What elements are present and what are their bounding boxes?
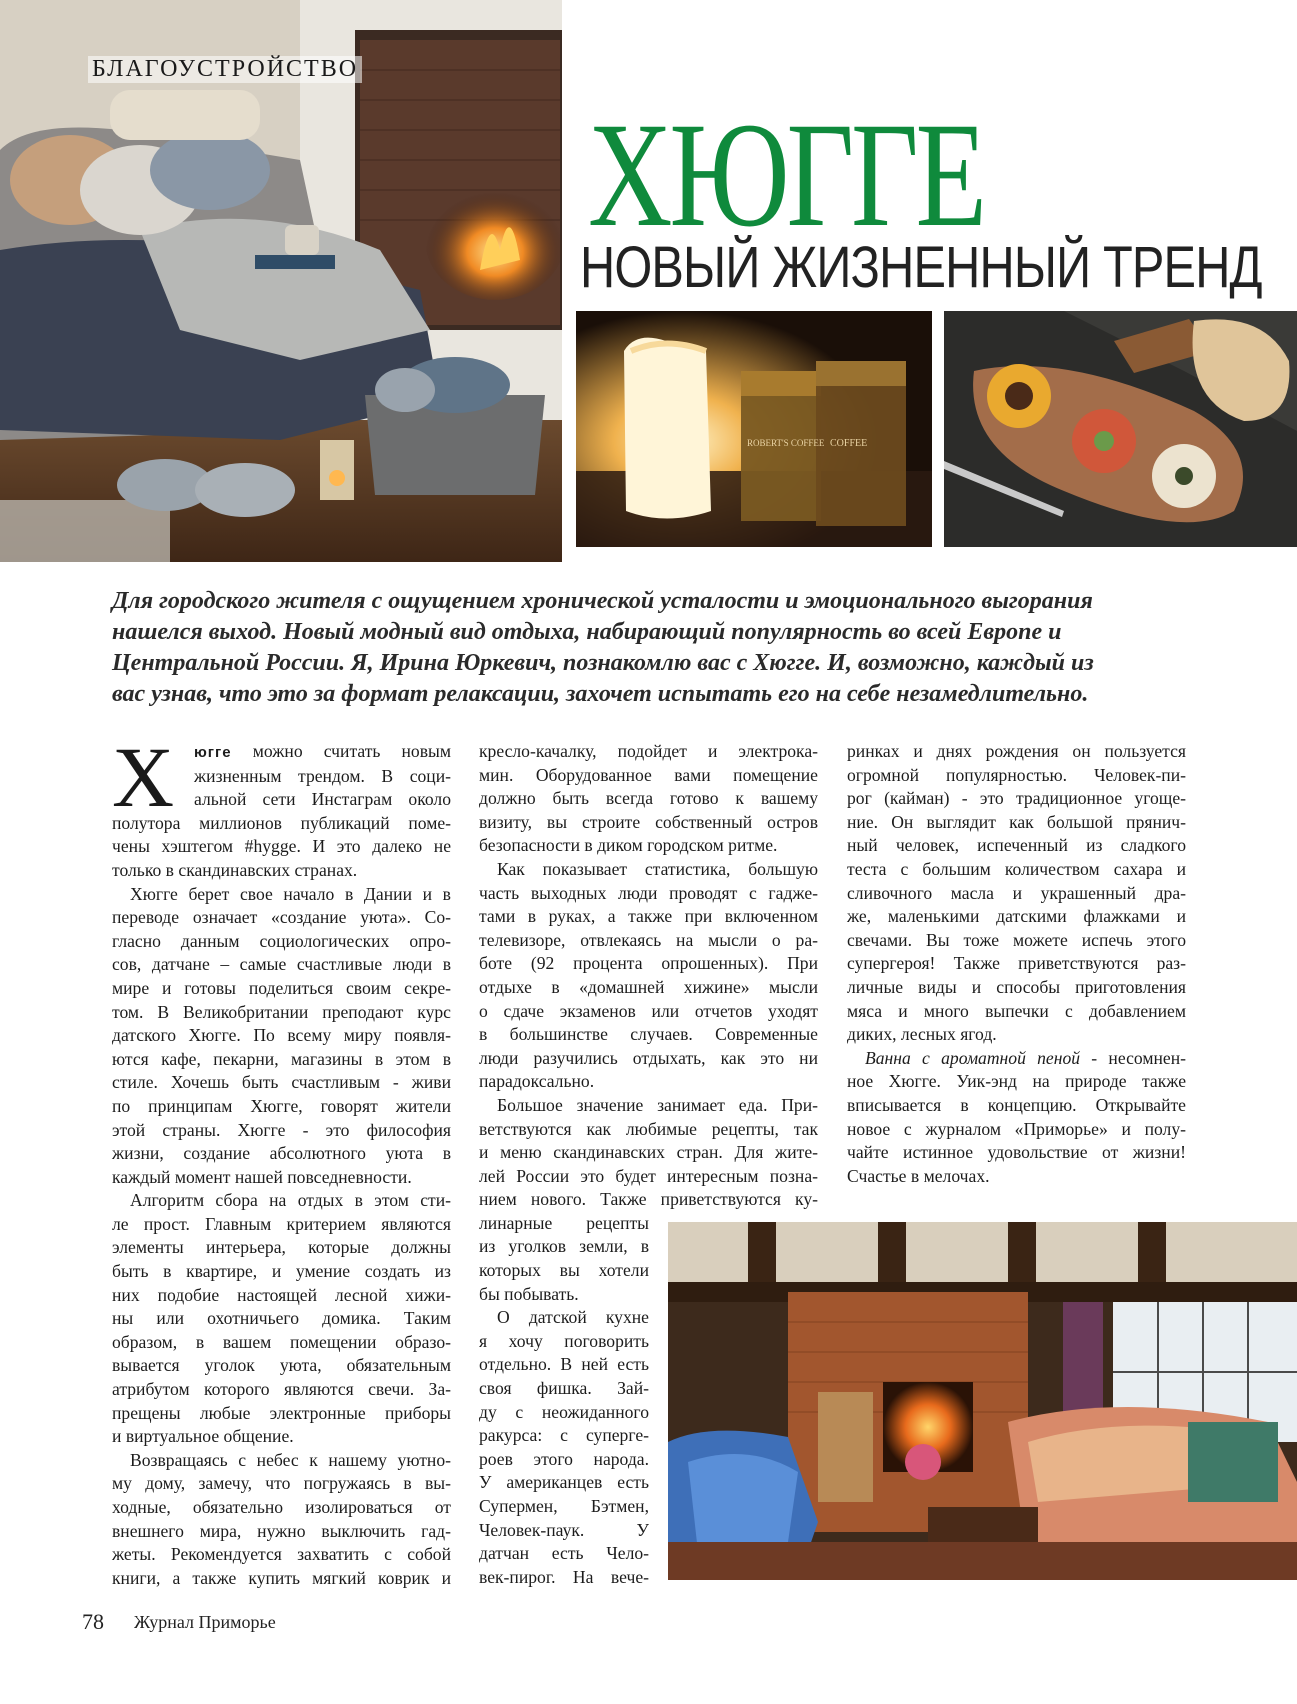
text-line: тами в руках, а также при включенном (479, 906, 818, 927)
text-line: кресло-качалку, подойдет и электрока- (479, 741, 818, 761)
text-line: чайте истинное удовольствие от жизни! (847, 1142, 1186, 1163)
text-line: ние. Он выглядит как большой прянич- (847, 811, 1186, 832)
text-line: мире и готовы поделиться своим секре- (112, 977, 451, 998)
text-line: отдельно. В ней есть (479, 1354, 649, 1375)
text-line: в большинстве случаев. Современные (479, 1024, 818, 1045)
photo-cozy-living-room (668, 1222, 1297, 1580)
lead-line: нашелся выход. Новый модный вид отдыха, набирающий популярность во всей Европе и (112, 619, 1062, 645)
text-line: и виртуальное общение. (112, 1426, 294, 1447)
text-line: и меню скандинавских стран. Для жите- (479, 1142, 818, 1163)
text-line: Хюгге берет свое начало в Дании и в (130, 883, 451, 904)
text-line: жизни, создание абсолютного уюта в (112, 1143, 451, 1164)
text-line: диких, лесных ягод. (847, 1024, 997, 1045)
text-line: внешнего мира, нужно выключить гад- (112, 1520, 451, 1541)
text-line: теста с большим количеством сахара и (847, 858, 1186, 879)
photo-candles (576, 311, 932, 547)
text-line: ринках и днях рождения он пользуется (847, 741, 1186, 761)
text-line: альной сети Инстаграм около (194, 789, 451, 810)
text-line: югге можно считать новым (194, 741, 451, 761)
text-line: ются кафе, пекарни, магазины в этом в (112, 1048, 451, 1069)
text-line: Человек-паук. У (479, 1519, 649, 1540)
candle-label-2: COFFEE (830, 438, 868, 449)
text-line: Алгоритм сбора на отдых в этом сти- (130, 1190, 451, 1211)
text-line: гласно данным социологических опро- (112, 930, 451, 951)
text-line: вписывается в концепцию. Открывайте (847, 1094, 1186, 1115)
text-line: парадоксально. (479, 1071, 595, 1092)
text-line: каждый момент нашей повседневности. (112, 1166, 412, 1187)
drop-cap: Х (112, 729, 175, 825)
text-line: полутора миллионов публикаций поме- (112, 812, 451, 833)
text-line: Счастье в мелочах. (847, 1165, 990, 1186)
text-line: жеты. Рекомендуется захватить с собой (112, 1544, 451, 1565)
text-line: часть выходных люди проводят с гадже- (479, 882, 818, 903)
text-line: том. В Великобритании преподают курс (112, 1001, 451, 1022)
text-line: ное Хюгге. Уик-энд на природе также (847, 1071, 1186, 1092)
text-line: я хочу поговорить (479, 1330, 649, 1351)
text-line: му дому, замечу, что погружаясь в вы- (112, 1473, 451, 1494)
text-line: личные виды и способы приготовления (847, 976, 1186, 997)
text-line: датчан есть Чело- (479, 1543, 649, 1564)
photo-food-board (944, 311, 1297, 547)
magazine-name: Журнал Приморье (134, 1612, 276, 1632)
text-line: бы побывать. (479, 1283, 579, 1304)
page-subtitle: НОВЫЙ ЖИЗНЕННЫЙ ТРЕНД (580, 235, 1262, 300)
text-line: век-пирог. На вече- (479, 1566, 649, 1587)
text-line: переводе означает «создание уюта». Со- (112, 907, 451, 928)
text-line: сливочного масла и украшенный дра- (847, 882, 1186, 903)
text-line: ный человек, испеченный из сладкого (847, 835, 1186, 856)
text-line: прещены любые электронные приборы (112, 1402, 451, 1423)
text-line: своя фишка. Зай- (479, 1378, 649, 1399)
text-line: свечами. Вы тоже можете испечь этого (847, 929, 1186, 950)
lead-word: югге (194, 744, 232, 761)
text-line: лей России это будет интересным позна- (479, 1165, 818, 1186)
text-line: по принципам Хюгге, говорят жители (112, 1095, 451, 1116)
text-line: этой страны. Хюгге - это философия (112, 1119, 451, 1140)
text-line: боте (92 процента опрошенных). При (479, 953, 818, 974)
page-title: ХЮГГЕ (588, 92, 984, 258)
lead-line: вас узнав, что это за формат релаксации, захочет испытать его на себе незамедлительно. (112, 681, 1089, 707)
text-line: У американцев есть (479, 1472, 649, 1493)
article-column-1 (112, 729, 451, 1590)
text-line: Как показывает статистика, большую (497, 858, 818, 879)
photo-cozy-fireplace-corner (0, 0, 562, 562)
text-line: новое с журналом «Приморье» и полу- (847, 1118, 1186, 1139)
lead-line: Центральной России. Я, Ирина Юркевич, познакомлю вас с Хюгге. И, возможно, каждый из (112, 650, 1094, 676)
italic-phrase: Ванна с ароматной пеной (865, 1047, 1081, 1068)
text-line: ходные, обязательно изолироваться от (112, 1497, 451, 1517)
text-line: ветствуются как любимые рецепты, так (479, 1118, 818, 1139)
candle-label-1: ROBERT'S COFFEE (747, 438, 825, 448)
text-line: вывается уголок уюта, обязательным (112, 1355, 451, 1376)
text-line: ны или охотничьего домика. Таким (112, 1308, 451, 1329)
text-line: нием нового. Также приветствуются ку- (479, 1189, 818, 1210)
text-line: мин. Оборудованное вами помещение (479, 764, 818, 785)
text-line: супергероя! Также приветствуются раз- (847, 953, 1186, 974)
article-column-3 (847, 740, 1186, 1188)
lead-paragraph (112, 586, 1202, 710)
text-line: рог (кайман) - это традиционное угоще- (847, 788, 1186, 809)
text-line: только в скандинавских странах. (112, 859, 358, 880)
text-line: должно быть всегда готово к вашему (479, 788, 818, 809)
text-line: Возвращаясь с небес к нашему уютно- (130, 1449, 451, 1470)
text-line: О датской кухне (497, 1307, 649, 1328)
text-line: о сдаче экзаменов или отчетов уходят (479, 1000, 818, 1021)
text-line: Большое значение занимает еда. При- (497, 1094, 818, 1115)
text-line: люди разучились отдыхать, как это ни (479, 1047, 818, 1068)
text-line: них подобие настоящей лесной хижи- (112, 1284, 451, 1305)
text-line: стиле. Хочешь быть счастливым - живи (112, 1072, 451, 1093)
text-line: атрибутом которого являются свечи. За- (112, 1379, 451, 1400)
text-line: образом, в вашем помещении образо- (112, 1331, 451, 1352)
text-line: быть в квартире, и умение создать из (112, 1261, 451, 1282)
text-line: отдыхе в «домашней хижине» мысли (479, 976, 818, 997)
text-line: мяса и много выпечки с добавлением (847, 1000, 1186, 1021)
text-line: которых вы хотели (479, 1260, 649, 1281)
text-line: из уголков земли, в (479, 1236, 649, 1257)
page-number: 78 (82, 1609, 104, 1634)
text-line: элементы интерьера, которые должны (112, 1237, 451, 1258)
text-line: линарные рецепты (479, 1212, 649, 1233)
text-line: визиту, вы строите собственный остров (479, 811, 818, 832)
text-line: ле прост. Главным критерием являются (112, 1213, 451, 1234)
text-line: роев этого народа. (479, 1448, 649, 1469)
text-line: чены хэштегом #hygge. И это далеко не (112, 836, 451, 857)
text-line: книги, а также купить мягкий коврик и (112, 1567, 451, 1588)
text-line: телевизоре, отвлекаясь на мысли о ра- (479, 929, 818, 950)
text-line: ракурса: с суперге- (479, 1425, 649, 1446)
text-line: датского Хюгге. По всему миру появля- (112, 1025, 451, 1046)
text-line: ду с неожиданного (479, 1401, 649, 1422)
text-line: жизненным трендом. В соци- (194, 765, 451, 786)
text-line: сов, датчане – самые счастливые люди в (112, 954, 451, 975)
text-line: Ванна с ароматной пеной - несомнен- (865, 1047, 1186, 1068)
text-line: Супермен, Бэтмен, (479, 1496, 649, 1516)
text-line: же, маленькими датскими флажками и (847, 906, 1186, 927)
section-label: БЛАГОУСТРОЙСТВО (88, 56, 362, 83)
lead-line: Для городского жителя с ощущением хронической усталости и эмоционального выгорания (112, 588, 1093, 614)
text-line: огромной популярностью. Человек-пи- (847, 764, 1186, 785)
text-line: безопасности в диком городском ритме. (479, 835, 778, 856)
